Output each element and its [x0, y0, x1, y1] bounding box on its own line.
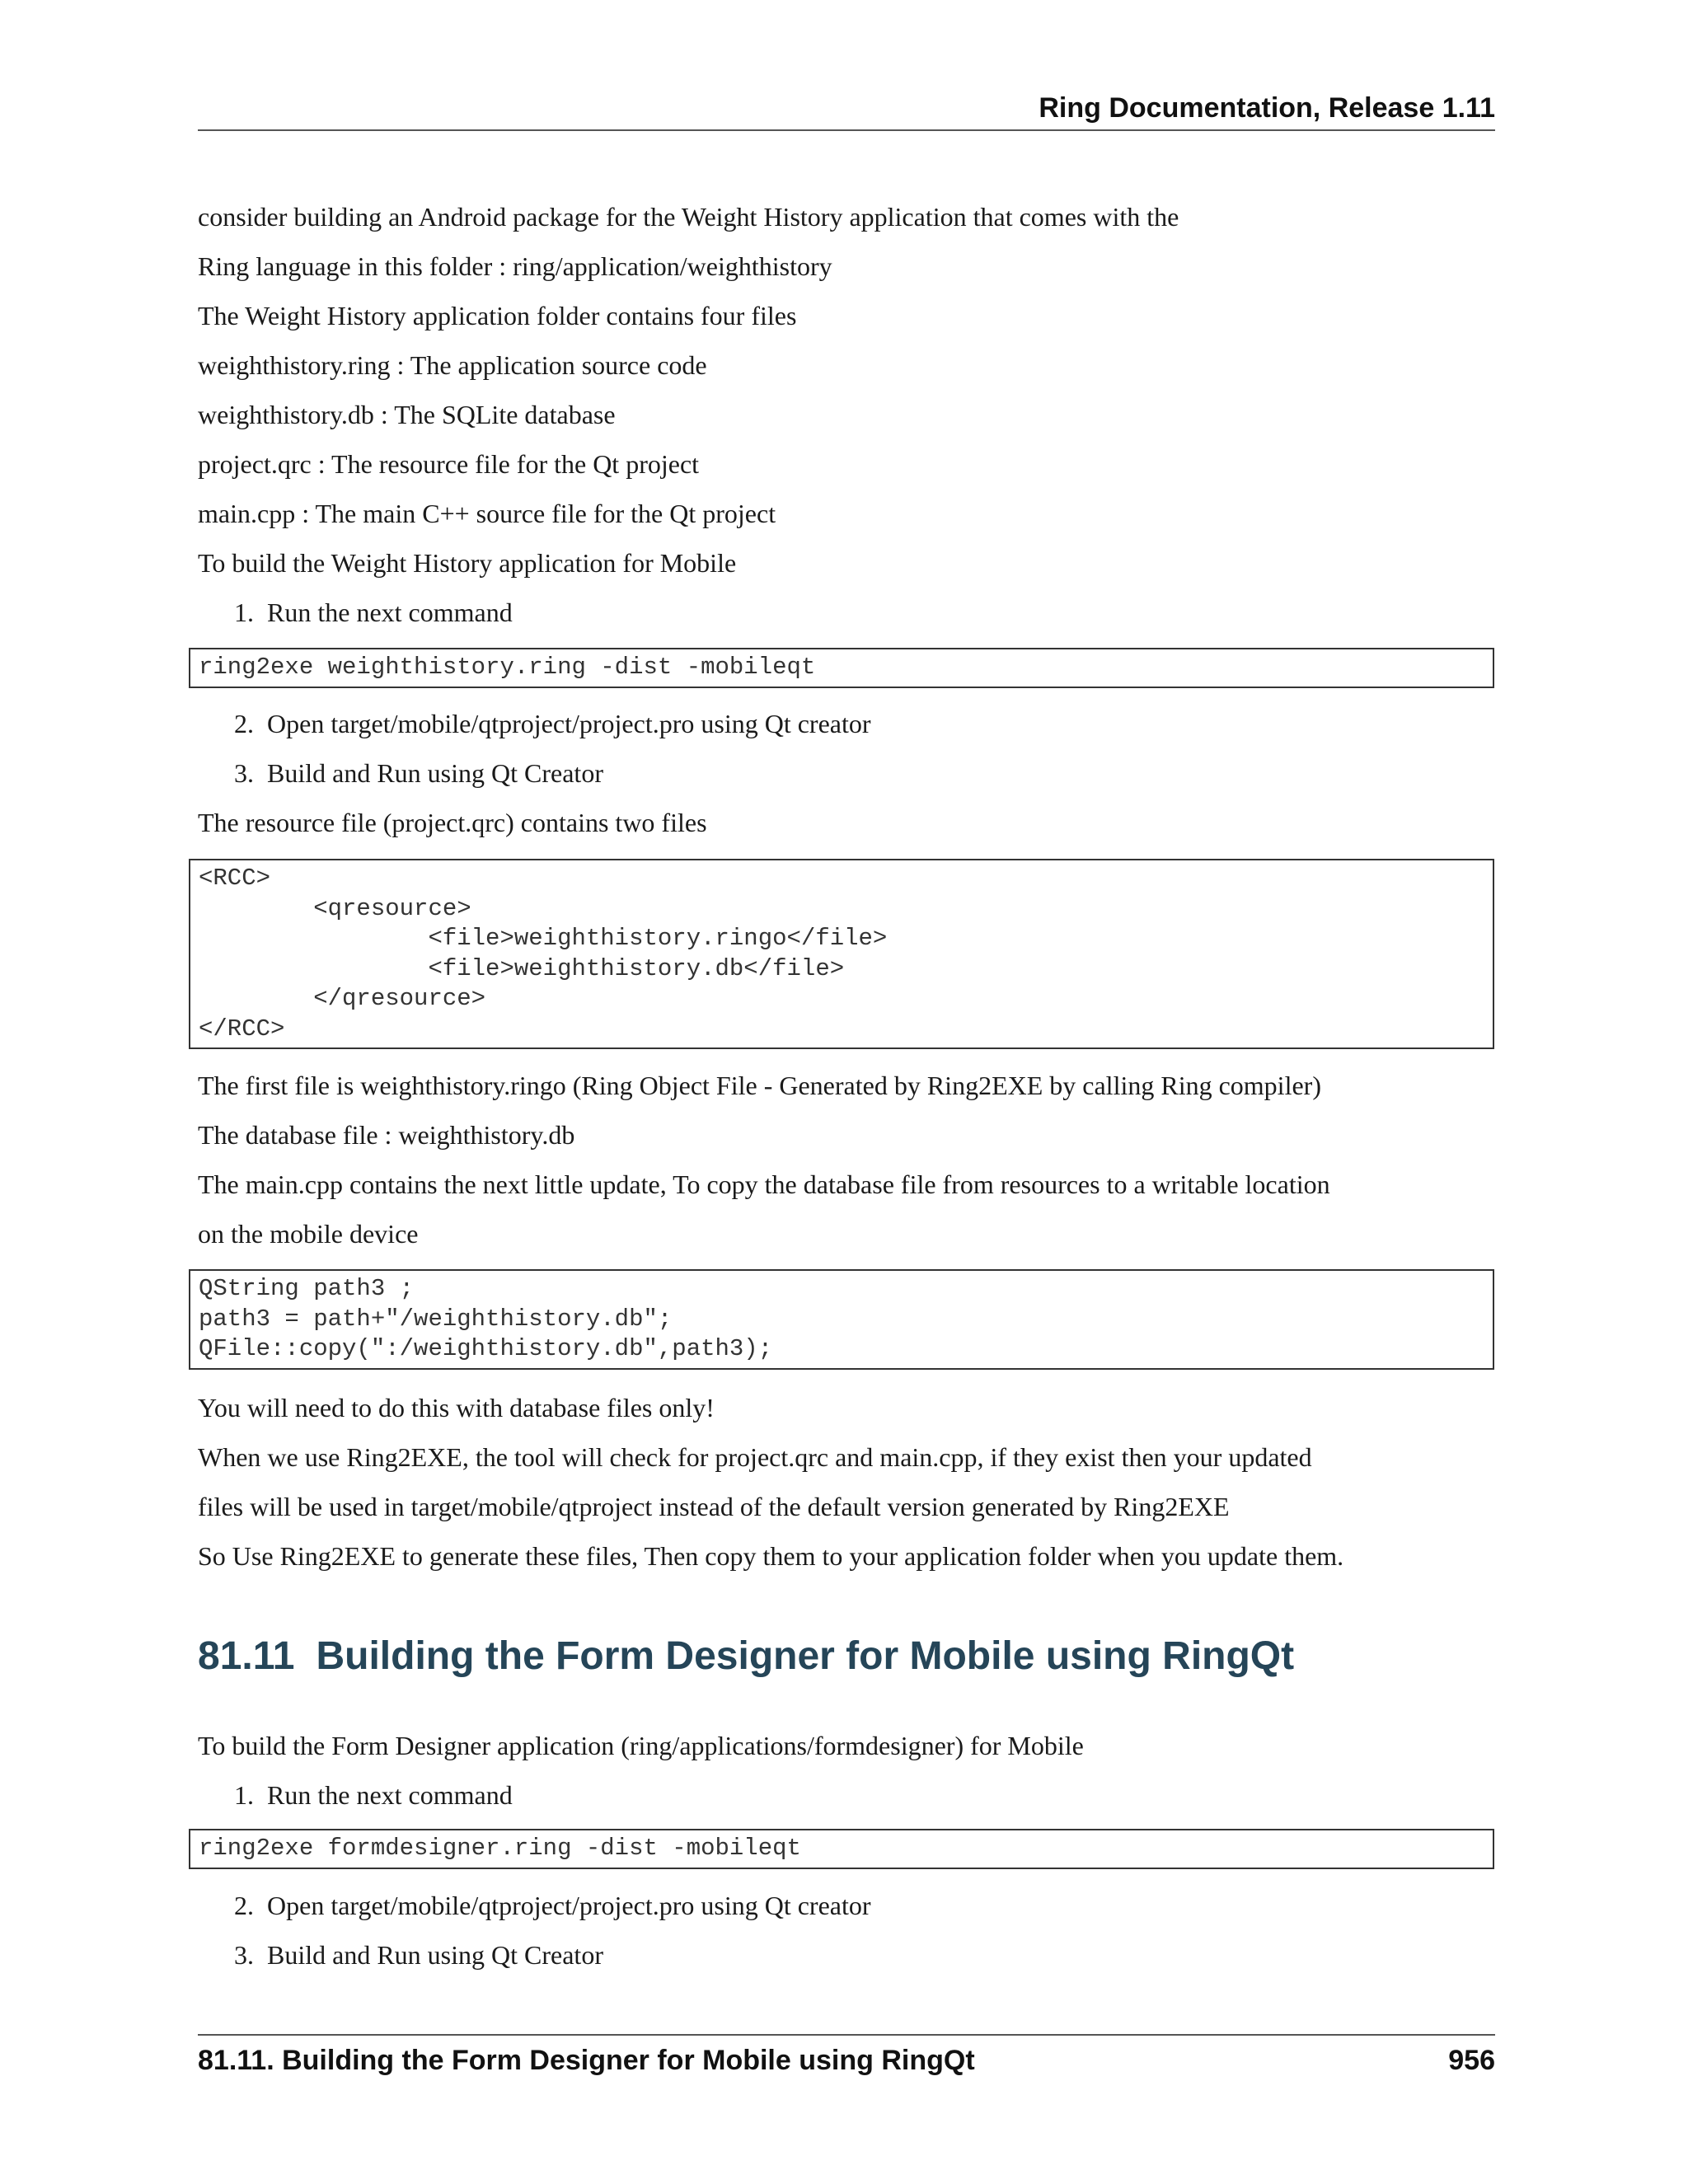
list-item-text: Run the next command — [267, 1780, 513, 1810]
code-block-cpp: QString path3 ; path3 = path+"/weighthistory.db"; QFile::copy(":/weighthistory.db",path3); — [189, 1269, 1494, 1370]
paragraph: The first file is weighthistory.ringo (Ring Object File - Generated by Ring2EXE by calling Ring compiler) — [198, 1071, 1321, 1100]
paragraph: The Weight History application folder contains four files — [198, 301, 797, 330]
list-item-step — [234, 1938, 603, 1971]
list-number: 3. — [234, 758, 254, 788]
list-number: 2. — [234, 1891, 254, 1920]
paragraph: weighthistory.ring : The application source code — [198, 350, 707, 380]
page-number: 956 — [1448, 2045, 1495, 2076]
paragraph: When we use Ring2EXE, the tool will check for project.qrc and main.cpp, if they exist then your updated — [198, 1442, 1312, 1472]
paragraph: weighthistory.db : The SQLite database — [198, 400, 616, 429]
running-header: Ring Documentation, Release 1.11 — [1039, 92, 1495, 124]
list-item-text: Open target/mobile/qtproject/project.pro using Qt creator — [267, 709, 871, 738]
section-number: 81.11 — [198, 1634, 295, 1678]
paragraph: To build the Weight History application for Mobile — [198, 548, 737, 578]
list-item-text: Run the next command — [267, 598, 513, 627]
list-item-text: Build and Run using Qt Creator — [267, 758, 603, 788]
list-item-step — [234, 1779, 513, 1811]
list-item-step — [234, 757, 603, 790]
section-heading — [198, 1633, 1294, 1679]
code-block-qrc: <RCC> <qresource> <file>weighthistory.ringo</file> <file>weighthistory.db</file> </qresource> </RCC> — [189, 859, 1494, 1049]
paragraph: consider building an Android package for the Weight History application that comes with the — [198, 202, 1179, 232]
list-item-step — [234, 1889, 871, 1922]
header-rule — [198, 129, 1495, 131]
paragraph: main.cpp : The main C++ source file for the Qt project — [198, 499, 776, 528]
list-number: 2. — [234, 709, 254, 738]
paragraph: To build the Form Designer application (ring/applications/formdesigner) for Mobile — [198, 1731, 1084, 1760]
paragraph: files will be used in target/mobile/qtproject instead of the default version generated by Ring2EXE — [198, 1492, 1230, 1521]
paragraph: So Use Ring2EXE to generate these files, Then copy them to your application folder when you update them. — [198, 1541, 1344, 1571]
list-item-step — [234, 596, 513, 629]
code-block-weighthistory-command: ring2exe weighthistory.ring -dist -mobileqt — [189, 648, 1494, 688]
list-item-step — [234, 707, 871, 740]
list-number: 1. — [234, 1780, 254, 1810]
list-number: 3. — [234, 1940, 254, 1970]
code-block-formdesigner-command: ring2exe formdesigner.ring -dist -mobileqt — [189, 1829, 1494, 1869]
paragraph: on the mobile device — [198, 1219, 419, 1249]
list-item-text: Open target/mobile/qtproject/project.pro using Qt creator — [267, 1891, 871, 1920]
paragraph: The resource file (project.qrc) contains two files — [198, 808, 707, 837]
paragraph: The main.cpp contains the next little update, To copy the database file from resources to a writable location — [198, 1169, 1330, 1199]
footer-section-label: 81.11. Building the Form Designer for Mobile using RingQt — [198, 2045, 975, 2076]
paragraph: Ring language in this folder : ring/application/weighthistory — [198, 251, 832, 281]
paragraph: You will need to do this with database files only! — [198, 1393, 715, 1422]
list-number: 1. — [234, 598, 254, 627]
list-item-text: Build and Run using Qt Creator — [267, 1940, 603, 1970]
footer-rule — [198, 2034, 1495, 2036]
paragraph: project.qrc : The resource file for the Qt project — [198, 449, 700, 479]
section-title: Building the Form Designer for Mobile using RingQt — [316, 1634, 1295, 1678]
paragraph: The database file : weighthistory.db — [198, 1120, 575, 1150]
